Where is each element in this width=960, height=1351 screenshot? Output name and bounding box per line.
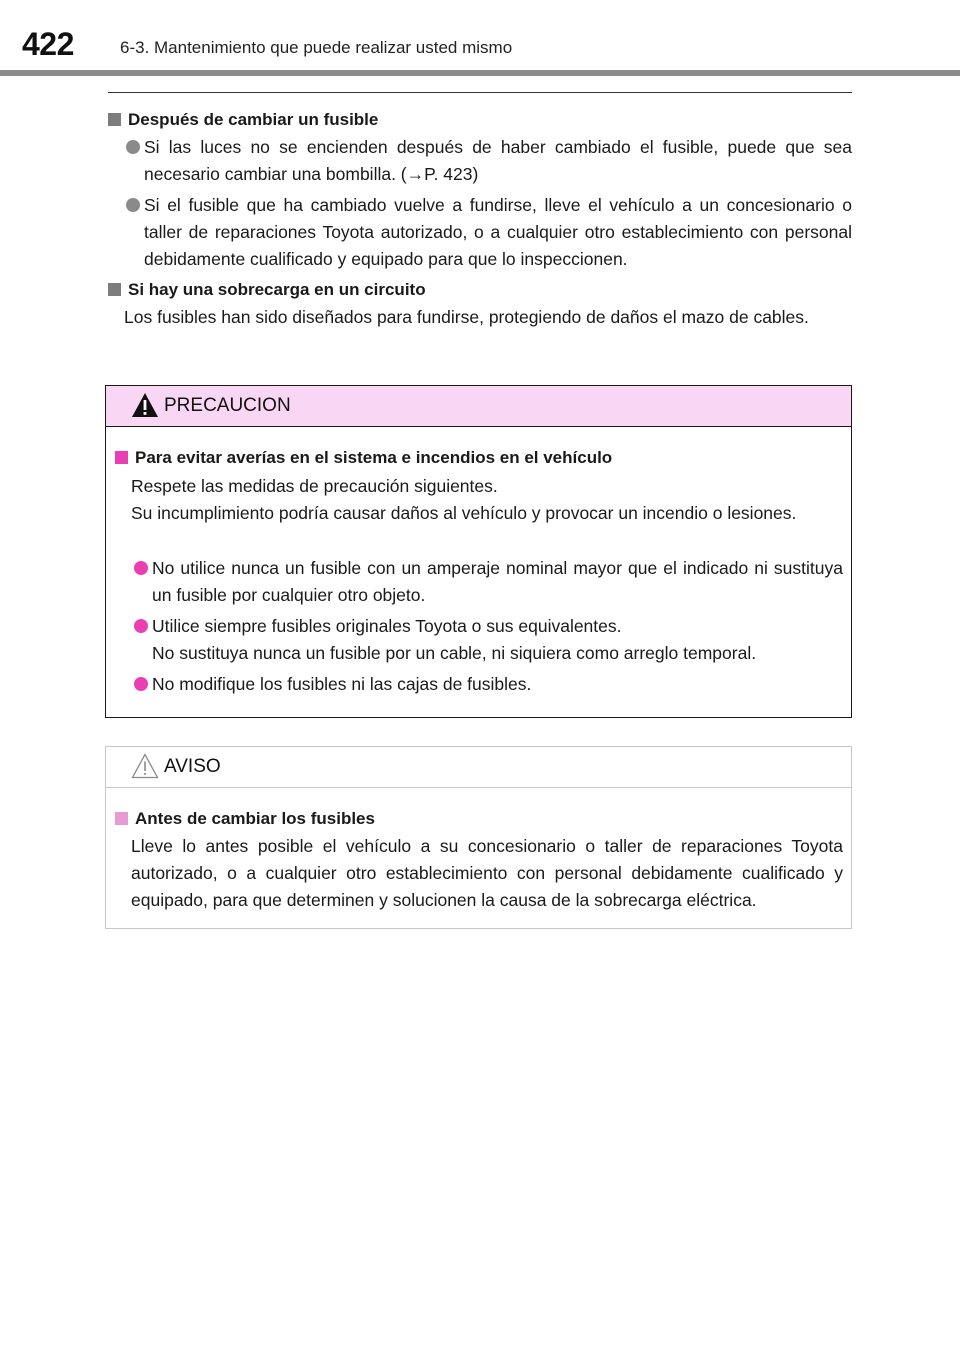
square-bullet-icon [115, 812, 128, 825]
round-bullet-icon [134, 619, 148, 633]
warning-triangle-icon [131, 392, 159, 418]
caution-title: PRECAUCION [164, 395, 291, 416]
notice-body: Lleve lo antes posible el vehículo a su concesionario o taller de reparaciones Toyota autorizado, o a cualquier otro establecimiento con personal debidamente cualificado y equipado, para que determinen y solucionen la causa de la sobrecarga eléctrica. [131, 836, 843, 910]
caution-intro-2: Su incumplimiento podría causar daños al vehículo y provocar un incendio o lesiones. [131, 503, 797, 523]
page-number: 422 [22, 26, 74, 62]
list-item: No modifique los fusibles ni las cajas de fusibles. [134, 671, 843, 699]
list-item: Si el fusible que ha cambiado vuelve a fundirse, lleve el vehículo a un concesionario o taller de reparaciones Toyota autorizado, o a cualquier otro establecimiento con personal debidamente cualificado y equipado para que lo inspeccionen. [126, 192, 852, 276]
overload-body: Los fusibles han sido diseñados para fundirse, protegiendo de daños el mazo de cables. [124, 307, 809, 327]
round-bullet-icon [134, 677, 148, 691]
round-bullet-icon [126, 198, 140, 212]
section-divider [108, 92, 852, 93]
notice-heading: Antes de cambiar los fusibles [115, 805, 375, 832]
round-bullet-icon [134, 561, 148, 575]
square-bullet-icon [115, 451, 128, 464]
caution-intro-1: Respete las medidas de precaución siguientes. [131, 476, 498, 496]
list-item: Si las luces no se encienden después de haber cambiado el fusible, puede que sea necesario cambiar una bombilla. (→P. 423) [126, 134, 852, 190]
notice-box-header [106, 747, 851, 788]
round-bullet-icon [126, 140, 140, 154]
square-bullet-icon [108, 283, 121, 296]
overload-heading: Si hay una sobrecarga en un circuito [108, 276, 426, 303]
square-bullet-icon [108, 113, 121, 126]
caution-box-header [106, 386, 851, 427]
header-bar [0, 70, 960, 76]
notice-box [105, 746, 852, 929]
caution-box [105, 385, 852, 718]
warning-triangle-icon [131, 753, 159, 779]
section-title: 6-3. Mantenimiento que puede realizar usted mismo [120, 38, 513, 57]
list-item: No utilice nunca un fusible con un amperaje nominal mayor que el indicado ni sustituya un fusible por cualquier otro objeto. [134, 555, 843, 611]
caution-heading: Para evitar averías en el sistema e incendios en el vehículo [115, 444, 612, 471]
notice-title: AVISO [164, 756, 221, 777]
list-item: Utilice siempre fusibles originales Toyota o sus equivalentes. No sustituya nunca un fusible por un cable, ni siquiera como arreglo temporal. [134, 613, 843, 669]
after-fuse-heading: Después de cambiar un fusible [108, 106, 378, 133]
